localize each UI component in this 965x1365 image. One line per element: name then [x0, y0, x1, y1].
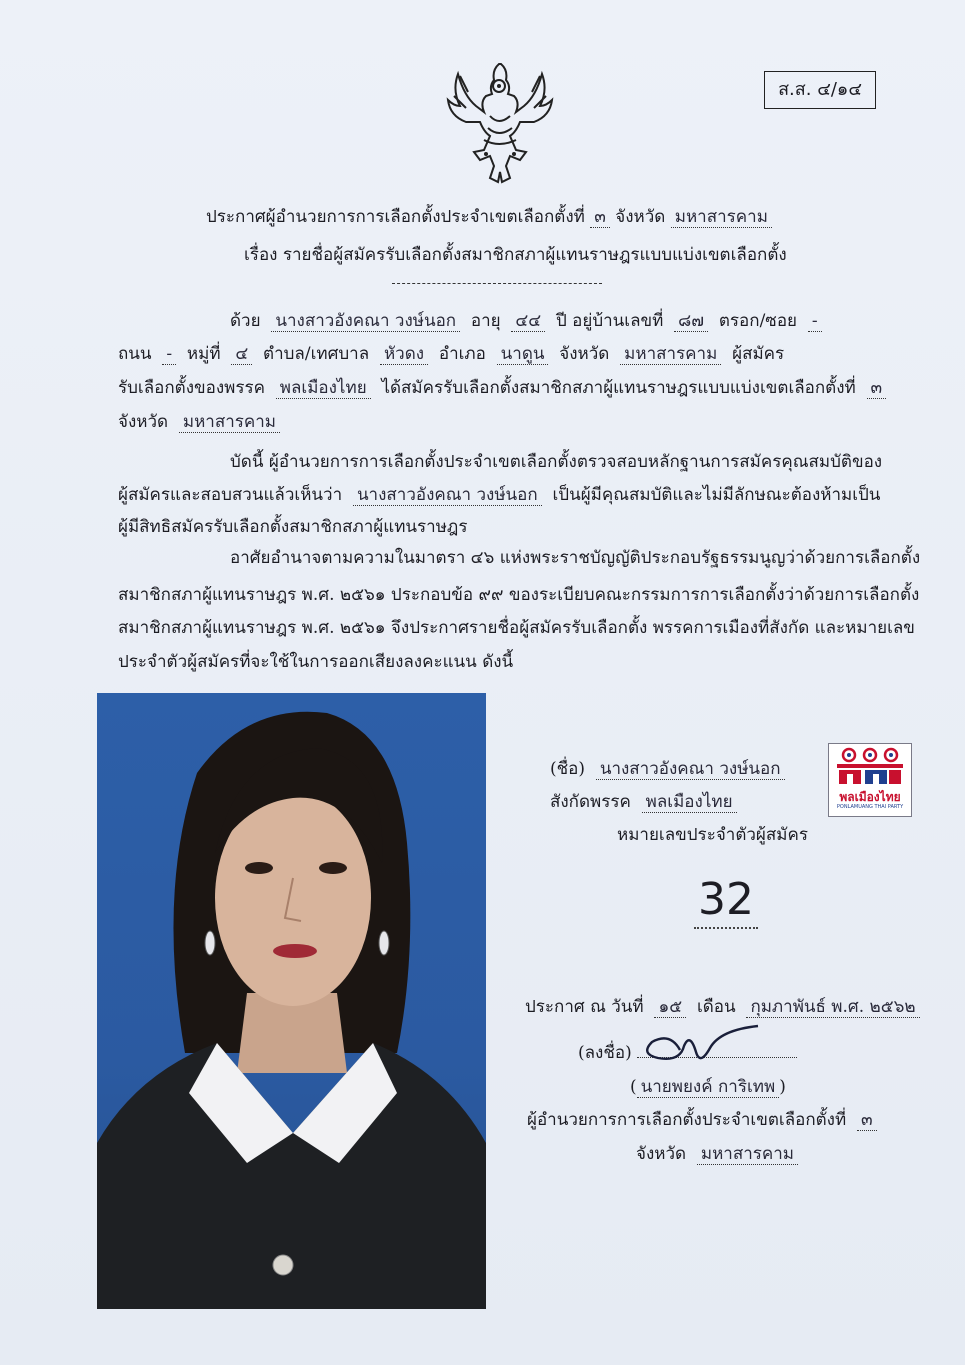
candidate-number: 32 [694, 873, 758, 929]
signer-title-row [527, 1108, 877, 1132]
details-line-1 [230, 309, 822, 333]
zone-inline: ๓ [867, 378, 887, 399]
month-label: เดือน [696, 997, 736, 1017]
province-value-2: มหาสารคาม [179, 412, 280, 433]
heading-prefix: ประกาศผู้อำนวยการการเลือกตั้งประจำเขตเลือกตั้งที่ [206, 207, 585, 227]
district-value: นาดูน [497, 344, 549, 365]
form-code: ส.ส. ๔/๑๔ [778, 79, 862, 100]
subdistrict-label: ตำบล/เทศบาล [263, 344, 370, 364]
party-logo-name: พลเมืองไทย [839, 790, 901, 804]
heading-province: มหาสารคาม [671, 207, 772, 228]
details-line-4 [118, 410, 280, 434]
heading-line-1 [206, 205, 772, 229]
para2-line-3: ผู้มีสิทธิสมัครรับเลือกตั้งสมาชิกสภาผู้แทนราษฎร [118, 517, 468, 537]
signer-province: มหาสารคาม [697, 1144, 798, 1165]
signature-mark [640, 1022, 760, 1076]
party-inline: พลเมืองไทย [276, 378, 371, 399]
age-label: อายุ [470, 311, 501, 331]
applicant-label: ผู้สมัคร [732, 344, 785, 364]
party-prefix: รับเลือกตั้งของพรรค [118, 378, 265, 398]
candidate-name-inline: นางสาวอังคณา วงษ์นอก [271, 311, 460, 332]
signer-province-label: จังหวัด [636, 1144, 687, 1164]
candidate-name-row [550, 757, 785, 781]
applied-text: ได้สมัครรับเลือกตั้งสมาชิกสภาผู้แทนราษฎรแบบแบ่งเขตเลือกตั้งที่ [381, 378, 856, 398]
para3-line-2: สมาชิกสภาผู้แทนราษฎร พ.ศ. ๒๕๖๑ ประกอบข้อ ๙๙ ของระเบียบคณะกรรมการการเลือกตั้งว่าด้วยการเลือกตั้ง [118, 585, 920, 605]
signer-name: นายพยงค์ การิเทพ [637, 1077, 780, 1098]
signer-province-row [636, 1142, 798, 1166]
para2-line-2 [118, 483, 880, 507]
para2-suffix: เป็นผู้มีคุณสมบัติและไม่มีลักษณะต้องห้ามเป็น [552, 485, 881, 505]
details-line-2 [118, 342, 784, 366]
heading-province-label: จังหวัด [615, 207, 666, 227]
house-no: ๘๗ [674, 311, 708, 332]
province-value: มหาสารคาม [620, 344, 721, 365]
signer-open-paren: ( [630, 1077, 637, 1097]
alley-value: - [808, 311, 822, 332]
name-label: (ชื่อ) [550, 759, 586, 779]
party-logo [828, 743, 912, 817]
form-code-box [764, 71, 876, 109]
candidate-party-row [550, 790, 737, 814]
district-label: อำเภอ [438, 344, 486, 364]
date-day: ๑๕ [654, 997, 686, 1018]
para3-line-4: ประจำตัวผู้สมัครที่จะใช้ในการออกเสียงลงคะแนน ดังนี้ [118, 652, 514, 672]
heading-divider [392, 283, 602, 284]
candidate-name: นางสาวอังคณา วงษ์นอก [596, 759, 785, 780]
moo-label: หมู่ที่ [186, 344, 221, 364]
para2-line-1: บัดนี้ ผู้อำนวยการการเลือกตั้งประจำเขตเลือกตั้งตรวจสอบหลักฐานการสมัครคุณสมบัติของ [230, 452, 883, 472]
candidate-party: พลเมืองไทย [642, 792, 737, 813]
announce-date-row [525, 995, 920, 1019]
party-logo-english: PONLAMUANG THAI PARTY [836, 804, 904, 810]
para2-prefix: ผู้สมัครและสอบสวนแล้วเห็นว่า [118, 485, 343, 505]
heading-district-no: ๓ [590, 207, 610, 228]
signer-title: ผู้อำนวยการการเลือกตั้งประจำเขตเลือกตั้งที่ [527, 1110, 847, 1130]
candidate-photo [97, 693, 486, 1309]
signer-zone: ๓ [857, 1110, 877, 1131]
details-line-3 [118, 376, 886, 400]
alley-label: ตรอก/ซอย [718, 311, 798, 331]
para3-line-3: สมาชิกสภาผู้แทนราษฎร พ.ศ. ๒๕๖๑ จึงประกาศรายชื่อผู้สมัครรับเลือกตั้ง พรรคการเมืองที่สังกัด และหมายเลข [118, 618, 915, 638]
province-label-2: จังหวัด [118, 412, 169, 432]
para3-line-1: อาศัยอำนาจตามความในมาตรา ๔๖ แห่งพระราชบัญญัติประกอบรัฐธรรมนูญว่าด้วยการเลือกตั้ง [230, 548, 921, 568]
signer-close-paren: ) [779, 1077, 786, 1097]
subdistrict-value: หัวดง [380, 344, 428, 365]
age-value: ๔๔ [511, 311, 545, 332]
road-label: ถนน [118, 344, 152, 364]
month-year: กุมภาพันธ์ พ.ศ. ๒๕๖๒ [746, 997, 919, 1018]
road-value: - [162, 344, 176, 365]
heading-line-2: เรื่อง รายชื่อผู้สมัครรับเลือกตั้งสมาชิกสภาผู้แทนราษฎรแบบแบ่งเขตเลือกตั้ง [244, 245, 787, 265]
house-label: ปี อยู่บ้านเลขที่ [555, 311, 664, 331]
sign-label: (ลงชื่อ) [578, 1043, 632, 1063]
party-label: สังกัดพรรค [550, 792, 631, 812]
province-label: จังหวัด [559, 344, 610, 364]
by-label: ด้วย [230, 311, 261, 331]
garuda-emblem-icon [440, 56, 558, 188]
candidate-number-label: หมายเลขประจำตัวผู้สมัคร [617, 825, 808, 845]
date-prefix: ประกาศ ณ วันที่ [525, 997, 644, 1017]
party-logo-icon [837, 749, 903, 784]
para2-name: นางสาวอังคณา วงษ์นอก [353, 485, 542, 506]
signer-row [630, 1075, 786, 1099]
moo-value: ๔ [231, 344, 252, 365]
